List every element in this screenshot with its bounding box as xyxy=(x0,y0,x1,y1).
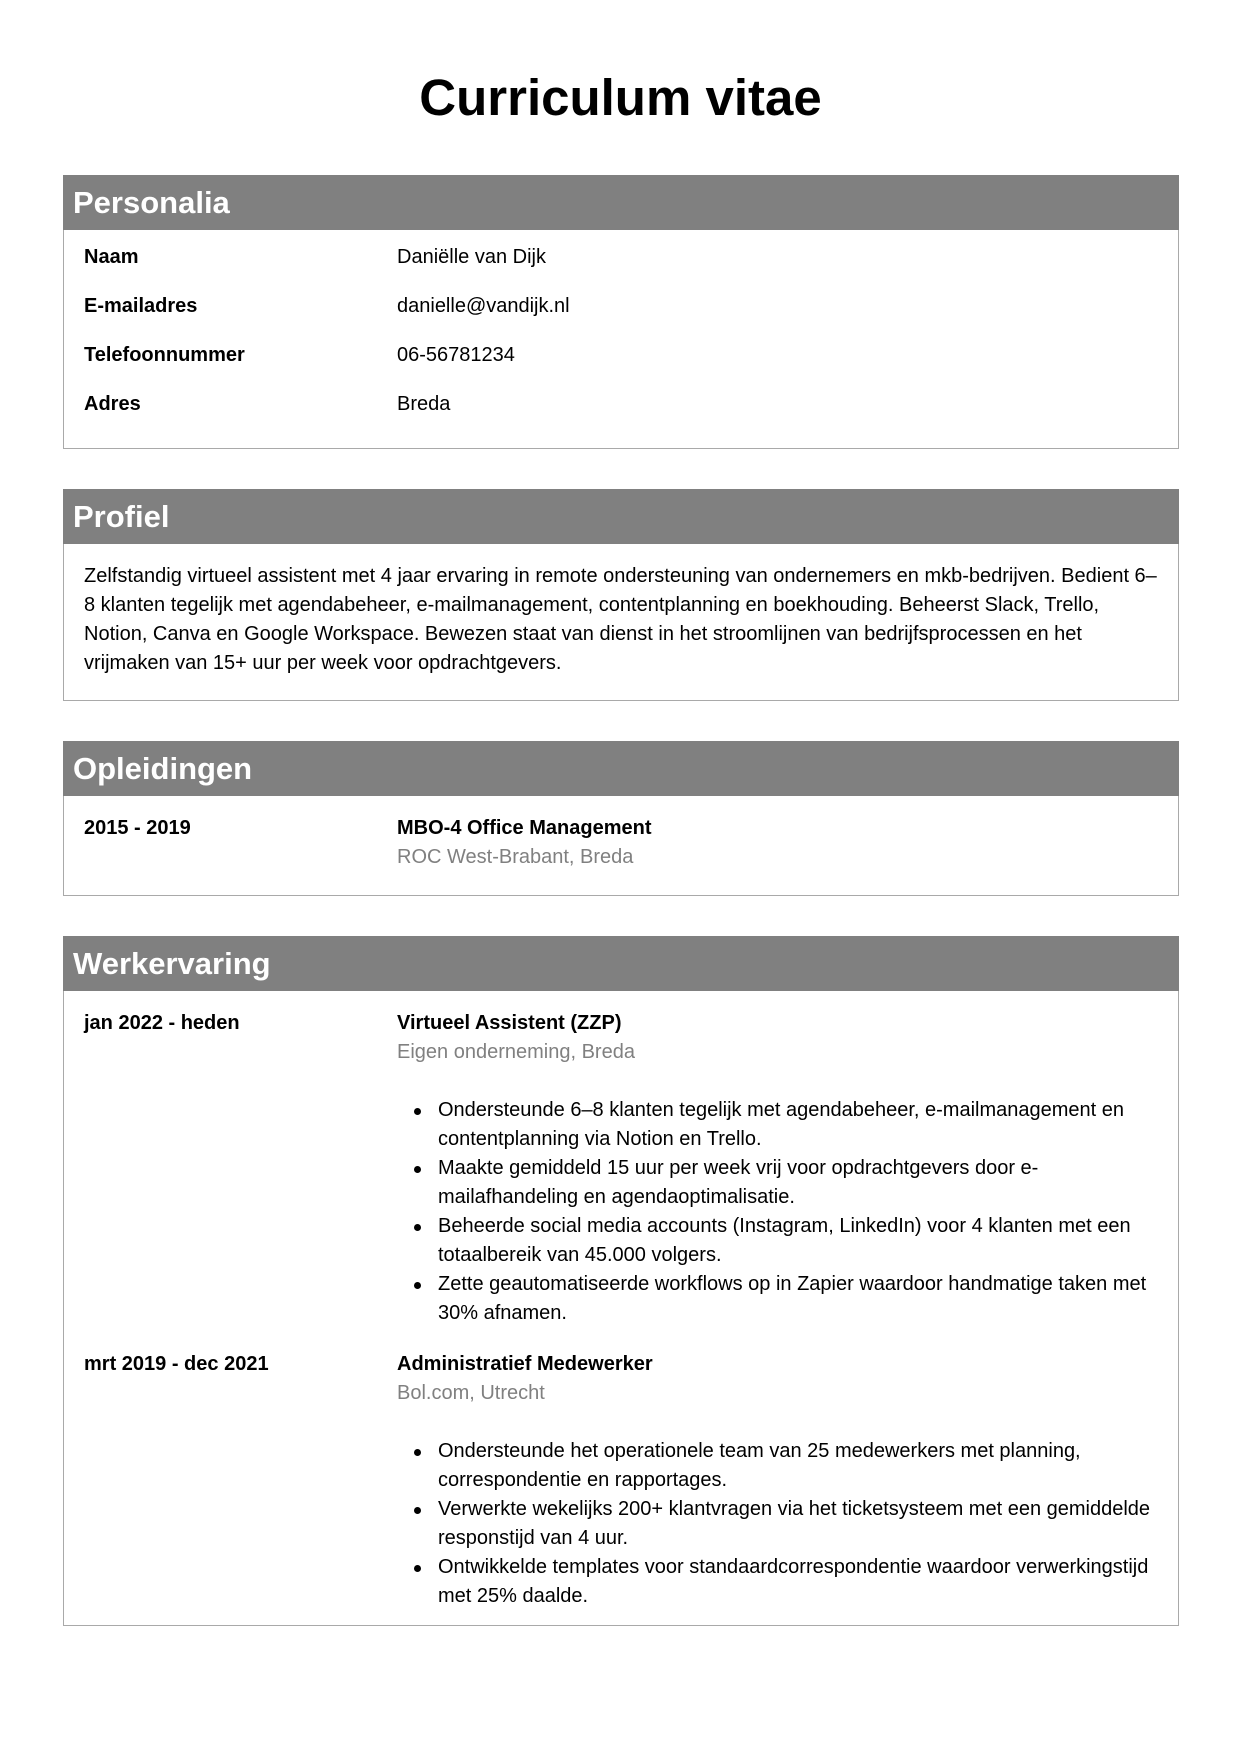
profiel-section xyxy=(63,489,1179,701)
opleiding-period: 2015 - 2019 xyxy=(84,817,191,839)
opleiding-subtitle: ROC West-Brabant, Breda xyxy=(397,846,634,868)
opleidingen-section xyxy=(63,741,1179,896)
personalia-row-adres xyxy=(84,390,1158,439)
personalia-row-telefoon xyxy=(84,341,1158,390)
werkervaring-entry-1 xyxy=(84,1009,1158,1328)
werk-2-title: Administratief Medewerker xyxy=(397,1353,653,1375)
naam-label: Naam xyxy=(84,246,139,268)
telefoon-label: Telefoonnummer xyxy=(84,344,245,366)
personalia-row-naam xyxy=(84,243,1158,292)
adres-label: Adres xyxy=(84,393,141,415)
profiel-heading: Profiel xyxy=(63,489,1179,544)
naam-value: Daniëlle van Dijk xyxy=(397,246,546,268)
werk-1-period: jan 2022 - heden xyxy=(84,1012,240,1034)
werk-1-bullet-3: Beheerde social media accounts (Instagram, LinkedIn) voor 4 klanten met een totaalbereik van 45.000 volgers. xyxy=(397,1212,1158,1270)
werkervaring-heading: Werkervaring xyxy=(63,936,1179,991)
adres-value: Breda xyxy=(397,393,451,415)
werk-2-bullet-3: Ontwikkelde templates voor standaardcorrespondentie waardoor verwerkingstijd met 25% daalde. xyxy=(397,1553,1158,1611)
werk-2-bullets xyxy=(397,1437,1158,1611)
werk-1-bullet-1: Ondersteunde 6–8 klanten tegelijk met agendabeheer, e-mailmanagement en contentplanning via Notion en Trello. xyxy=(397,1096,1158,1154)
email-label: E-mailadres xyxy=(84,295,198,317)
werk-1-bullet-4: Zette geautomatiseerde workflows op in Zapier waardoor handmatige taken met 30% afnamen. xyxy=(397,1270,1158,1328)
profiel-text: Zelfstandig virtueel assistent met 4 jaar ervaring in remote ondersteuning van ondernemers en mkb-bedrijven. Bedient 6–8 klanten tegelijk met agendabeheer, e-mailmanagement, contentplanning en boekhouding. Beheerst Slack, Trello, Notion, Canva en Google Workspace. Bewezen staat van dienst in het stroomlijnen van bedrijfsprocessen en het vrijmaken van 15+ uur per week voor opdrachtgevers. xyxy=(84,565,1157,674)
opleidingen-heading: Opleidingen xyxy=(63,741,1179,796)
werk-1-subtitle: Eigen onderneming, Breda xyxy=(397,1041,635,1063)
telefoon-value: 06-56781234 xyxy=(397,344,515,366)
werk-1-bullets xyxy=(397,1096,1158,1328)
personalia-row-email xyxy=(84,292,1158,341)
werkervaring-entry-2 xyxy=(84,1350,1158,1611)
email-value: danielle@vandijk.nl xyxy=(397,295,570,317)
opleiding-entry xyxy=(84,814,1158,872)
personalia-section xyxy=(63,175,1179,449)
personalia-heading: Personalia xyxy=(63,175,1179,230)
opleiding-title: MBO-4 Office Management xyxy=(397,817,652,839)
page-title: Curriculum vitae xyxy=(419,69,822,126)
werk-2-period: mrt 2019 - dec 2021 xyxy=(84,1353,269,1375)
werk-2-bullet-2: Verwerkte wekelijks 200+ klantvragen via het ticketsysteem met een gemiddelde responstijd van 4 uur. xyxy=(397,1495,1158,1553)
werk-2-subtitle: Bol.com, Utrecht xyxy=(397,1382,545,1404)
werkervaring-section xyxy=(63,936,1179,1626)
werk-1-title: Virtueel Assistent (ZZP) xyxy=(397,1012,622,1034)
werk-2-bullet-1: Ondersteunde het operationele team van 25 medewerkers met planning, correspondentie en rapportages. xyxy=(397,1437,1158,1495)
werk-1-bullet-2: Maakte gemiddeld 15 uur per week vrij voor opdrachtgevers door e-mailafhandeling en agendaoptimalisatie. xyxy=(397,1154,1158,1212)
